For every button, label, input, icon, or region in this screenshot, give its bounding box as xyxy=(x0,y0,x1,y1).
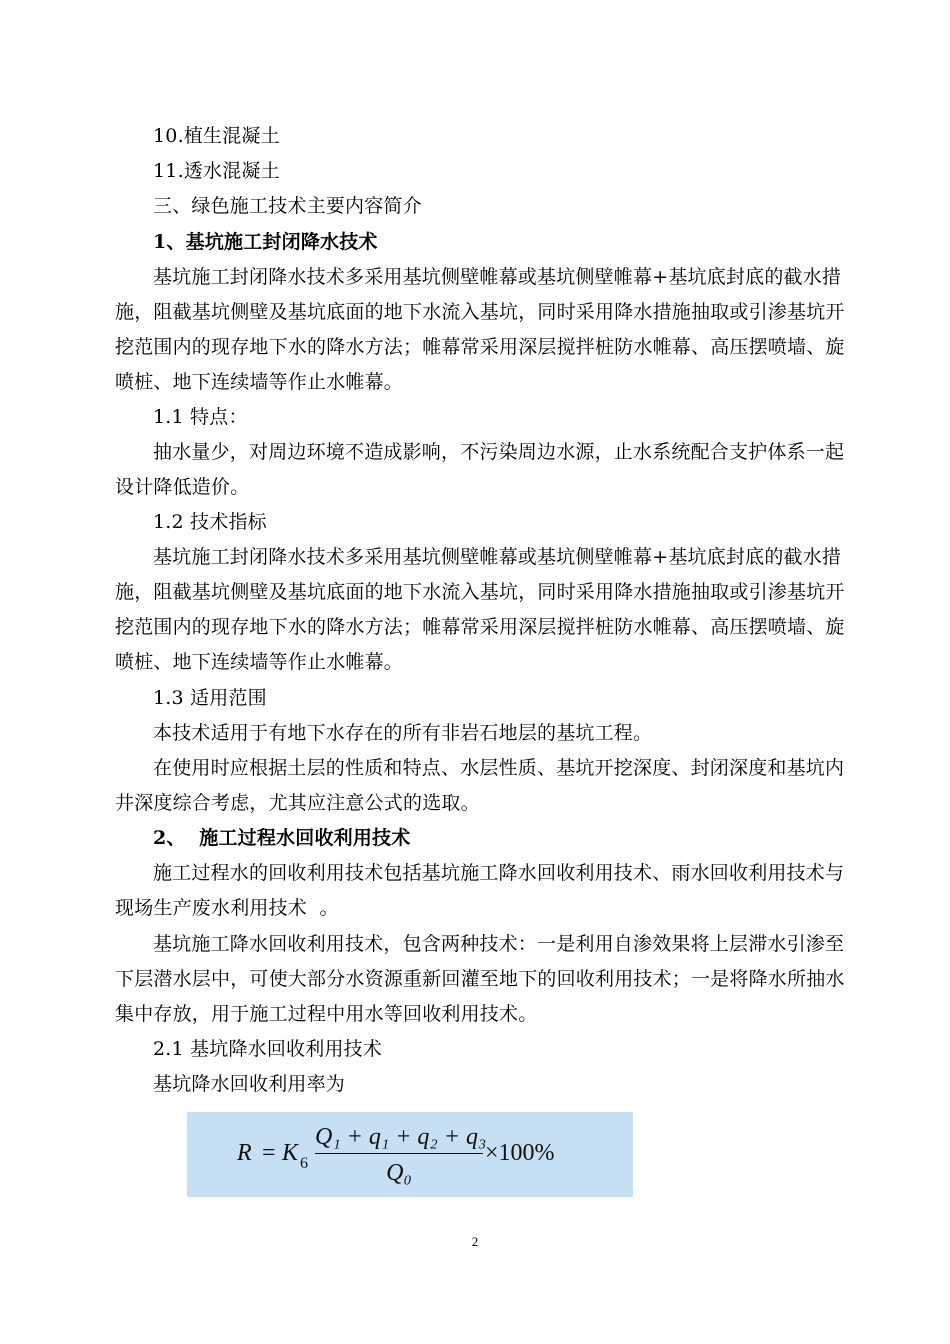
formula-denominator: Q₀ xyxy=(386,1160,412,1186)
formula-coefficient-subscript: 6 xyxy=(300,1155,308,1172)
paragraph-line: 挖范围内的现存地下水的降水方法；帷幕常采用深层搅拌桩防水帷幕、高压摆喷墙、旋 xyxy=(115,336,845,358)
formula-coefficient: K xyxy=(282,1140,299,1166)
paragraph-line: 基坑施工封闭降水技术多采用基坑侧壁帷幕或基坑侧壁帷幕+基坑底封底的截水措 xyxy=(153,546,842,568)
formula-equals: = xyxy=(262,1140,276,1166)
formula-lhs: R xyxy=(237,1140,252,1166)
subsection-heading-1: 1、基坑施工封闭降水技术 xyxy=(153,231,378,253)
paragraph-line: 基坑降水回收利用率为 xyxy=(153,1073,346,1095)
paragraph-line: 施，阻截基坑侧壁及基坑底面的地下水流入基坑，同时采用降水措施抽取或引渗基坑开 xyxy=(115,581,845,603)
paragraph-line: 施，阻截基坑侧壁及基坑底面的地下水流入基坑，同时采用降水措施抽取或引渗基坑开 xyxy=(115,301,845,323)
list-item-10: 10.植生混凝土 xyxy=(153,125,280,147)
list-item-11: 11.透水混凝土 xyxy=(153,160,280,182)
heading-1-2: 1.2 技术指标 xyxy=(153,511,267,533)
paragraph-line: 喷桩、地下连续墙等作止水帷幕。 xyxy=(115,651,404,673)
paragraph-line: 现场生产废水利用技术 。 xyxy=(115,897,339,919)
paragraph-line: 挖范围内的现存地下水的降水方法；帷幕常采用深层搅拌桩防水帷幕、高压摆喷墙、旋 xyxy=(115,616,845,638)
paragraph-line: 设计降低造价。 xyxy=(115,476,250,498)
paragraph-line: 在使用时应根据土层的性质和特点、水层性质、基坑开挖深度、封闭深度和基坑内 xyxy=(153,757,845,779)
paragraph-line: 下层潜水层中，可使大部分水资源重新回灌至地下的回收利用技术；一是将降水所抽水 xyxy=(115,968,845,990)
formula-numerator: Q₁ + q₁ + q₂ + q₃ xyxy=(315,1124,487,1150)
paragraph-line: 集中存放，用于施工过程中用水等回收利用技术。 xyxy=(115,1003,538,1025)
heading-2-1: 2.1 基坑降水回收利用技术 xyxy=(153,1038,383,1060)
formula-percent-factor: ×100% xyxy=(485,1140,555,1166)
recovery-rate-formula xyxy=(187,1112,633,1197)
paragraph-line: 施工过程水的回收利用技术包括基坑施工降水回收利用技术、雨水回收利用技术与 xyxy=(153,862,845,884)
heading-1-3: 1.3 适用范围 xyxy=(153,687,267,709)
fraction-bar xyxy=(315,1153,483,1154)
paragraph-line: 喷桩、地下连续墙等作止水帷幕。 xyxy=(115,371,404,393)
section-heading-3: 三、绿色施工技术主要内容简介 xyxy=(153,195,422,217)
paragraph-line: 抽水量少，对周边环境不造成影响，不污染周边水源，止水系统配合支护体系一起 xyxy=(153,441,845,463)
paragraph-line: 基坑施工降水回收利用技术，包含两种技术：一是利用自渗效果将上层滞水引渗至 xyxy=(153,933,845,955)
formula-box xyxy=(187,1112,633,1197)
paragraph-line: 本技术适用于有地下水存在的所有非岩石地层的基坑工程。 xyxy=(153,722,653,744)
heading-1-1: 1.1 特点： xyxy=(153,406,248,428)
page-number: 2 xyxy=(471,1234,479,1249)
paragraph-line: 基坑施工封闭降水技术多采用基坑侧壁帷幕或基坑侧壁帷幕+基坑底封底的截水措 xyxy=(153,266,842,288)
subsection-heading-2: 2、 施工过程水回收利用技术 xyxy=(153,827,411,849)
paragraph-line: 井深度综合考虑，尤其应注意公式的选取。 xyxy=(115,792,480,814)
